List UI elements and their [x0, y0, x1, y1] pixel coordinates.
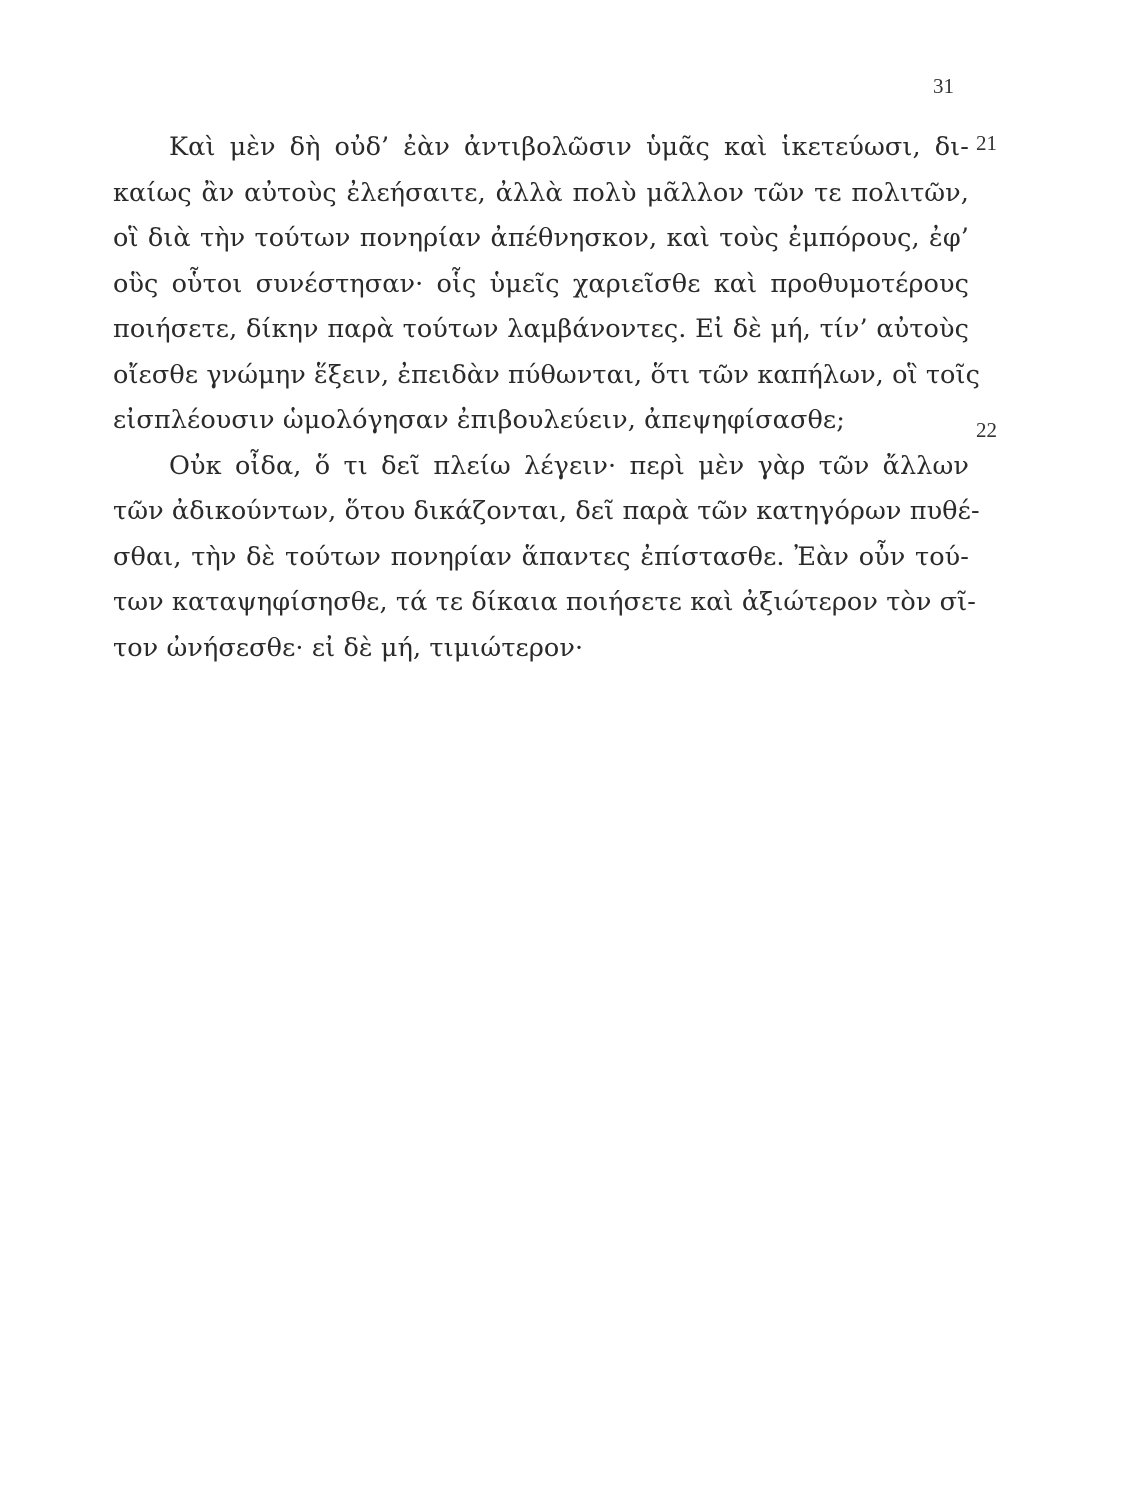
text-line: τον ὠνήσεσθε· εἰ δὲ μή, τιμιώτερον·: [113, 632, 584, 663]
paragraph-22: [113, 444, 980, 672]
section-number-22: 22: [976, 418, 997, 442]
body-text: [113, 125, 980, 671]
text-line: καίως ἂν αὐτοὺς ἐλεήσαιτε, ἀλλὰ πολὺ μᾶλλον τῶν τε πολιτῶν,: [113, 177, 969, 208]
text-line: Καὶ μὲν δὴ οὐδ’ ἐὰν ἀντιβολῶσιν ὑμᾶς καὶ ἱκετεύωσι, δι-: [169, 132, 969, 162]
text-line: εἰσπλέουσιν ὡμολόγησαν ἐπιβουλεύειν, ἀπεψηφίσασθε;: [113, 405, 845, 435]
text-line: σθαι, τὴν δὲ τούτων πονηρίαν ἅπαντες ἐπίστασθε. Ἐὰν οὖν τού-: [113, 541, 969, 572]
text-line: Οὐκ οἶδα, ὅ τι δεῖ πλείω λέγειν· περὶ μὲν γὰρ τῶν ἄλλων: [169, 450, 969, 481]
text-line: οἳ διὰ τὴν τούτων πονηρίαν ἀπέθνησκον, καὶ τοὺς ἐμπόρους, ἐφ’: [113, 223, 969, 253]
text-line: ποιήσετε, δίκην παρὰ τούτων λαμβάνοντες. Εἰ δὲ μή, τίν’ αὐτοὺς: [113, 314, 969, 344]
page-number: 31: [933, 74, 954, 98]
text-line: οὓς οὗτοι συνέστησαν· οἷς ὑμεῖς χαριεῖσθε καὶ προθυμοτέρους: [113, 268, 969, 299]
section-number-21: 21: [976, 131, 997, 155]
paragraph-21: [113, 125, 980, 444]
text-line: οἴεσθε γνώμην ἕξειν, ἐπειδὰν πύθωνται, ὅτι τῶν καπήλων, οἳ τοῖς: [113, 359, 980, 390]
text-line: των καταψηφίσησθε, τά τε δίκαια ποιήσετε καὶ ἀξιώτερον τὸν σῖ-: [113, 587, 976, 617]
text-line: τῶν ἀδικούντων, ὅτου δικάζονται, δεῖ παρὰ τῶν κατηγόρων πυθέ-: [113, 496, 980, 526]
